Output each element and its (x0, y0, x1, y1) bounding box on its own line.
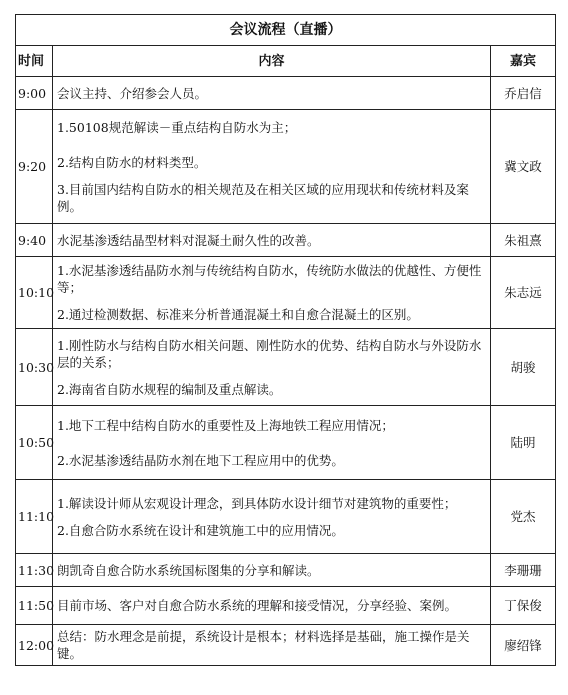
row-guest: 朱志远 (491, 257, 556, 329)
row-content (53, 480, 491, 554)
title-row (16, 15, 556, 46)
header-content: 内容 (53, 46, 491, 77)
content-line: 1.地下工程中结构自防水的重要性及上海地铁工程应用情况； (57, 417, 394, 433)
content-line: 1.刚性防水与结构自防水相关问题、刚性防水的优势、结构自防水与外设防水层的关系； (57, 337, 482, 370)
row-time: 11:50 (16, 587, 53, 625)
row-content (53, 406, 491, 480)
table-row (16, 329, 556, 406)
row-guest: 丁保俊 (491, 587, 556, 625)
table-row (16, 480, 556, 554)
table-row (16, 554, 556, 587)
row-content (53, 77, 491, 110)
content-line: 朗凯奇自愈合防水系统国标图集的分享和解读。 (57, 562, 320, 578)
row-guest: 朱祖熹 (491, 224, 556, 257)
content-line: 1.解读设计师从宏观设计理念，到具体防水设计细节对建筑物的重要性； (57, 495, 457, 511)
row-time: 10:30 (16, 329, 53, 406)
row-guest: 廖绍锋 (491, 625, 556, 666)
row-guest: 胡骏 (491, 329, 556, 406)
row-content (53, 554, 491, 587)
row-content (53, 224, 491, 257)
content-line: 3.目前国内结构自防水的相关规范及在相关区域的应用现状和传统材料及案例。 (57, 181, 469, 214)
content-line: 1.水泥基渗透结晶防水剂与传统结构自防水，传统防水做法的优越性、方便性等； (57, 263, 482, 295)
table-row (16, 77, 556, 110)
row-content (53, 257, 491, 329)
row-time: 9:00 (16, 77, 53, 110)
header-time: 时间 (16, 46, 53, 77)
row-time: 10:50 (16, 406, 53, 480)
header-row (16, 46, 556, 77)
content-line: 目前市场、客户对自愈合防水系统的理解和接受情况，分享经验、案例。 (57, 598, 458, 613)
table-row (16, 625, 556, 666)
row-time: 9:20 (16, 110, 53, 224)
content-line: 2.结构自防水的材料类型。 (57, 154, 207, 170)
row-guest: 李珊珊 (491, 554, 556, 587)
row-guest: 党杰 (491, 480, 556, 554)
row-guest: 冀文政 (491, 110, 556, 224)
content-line: 2.通过检测数据、标准来分析普通混凝土和自愈合混凝土的区别。 (57, 307, 419, 322)
table-row (16, 587, 556, 625)
agenda-table (15, 14, 556, 666)
row-time: 9:40 (16, 224, 53, 257)
content-line: 1.50108规范解读－重点结构自防水为主； (57, 119, 297, 135)
content-line: 2.水泥基渗透结晶防水剂在地下工程应用中的优势。 (57, 452, 344, 468)
header-guest: 嘉宾 (491, 46, 556, 77)
row-content (53, 110, 491, 224)
table-row (16, 257, 556, 329)
content-line: 2.自愈合防水系统在设计和建筑施工中的应用情况。 (57, 522, 344, 538)
content-line: 水泥基渗透结晶型材料对混凝土耐久性的改善。 (57, 232, 320, 248)
row-time: 12:00 (16, 625, 53, 666)
row-content (53, 587, 491, 625)
row-time: 11:30 (16, 554, 53, 587)
row-time: 10:10 (16, 257, 53, 329)
table-row (16, 110, 556, 224)
content-line: 会议主持、介绍参会人员。 (57, 85, 208, 101)
content-line: 总结：防水理念是前提，系统设计是根本；材料选择是基础，施工操作是关键。 (57, 629, 470, 661)
table-row (16, 406, 556, 480)
row-guest: 陆明 (491, 406, 556, 480)
table-row (16, 224, 556, 257)
row-guest: 乔启信 (491, 77, 556, 110)
row-content (53, 329, 491, 406)
table-title: 会议流程（直播） (16, 15, 556, 46)
row-time: 11:10 (16, 480, 53, 554)
content-line: 2.海南省自防水规程的编制及重点解读。 (57, 381, 282, 397)
row-content (53, 625, 491, 666)
